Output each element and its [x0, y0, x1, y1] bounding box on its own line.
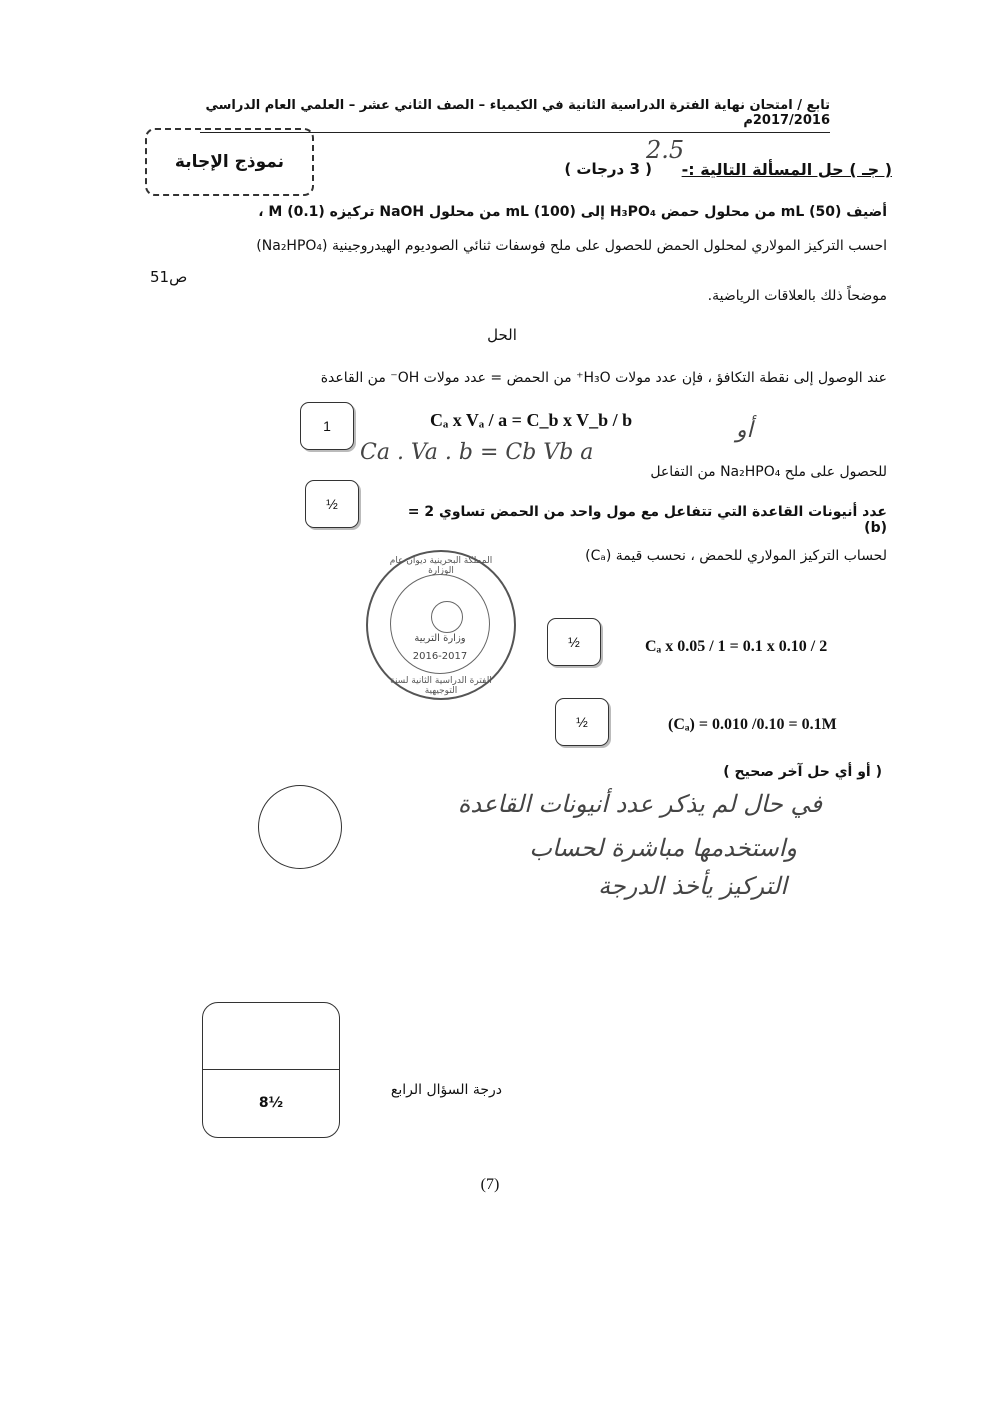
official-stamp [366, 550, 516, 700]
mark-value: 1 [323, 418, 331, 434]
stamp-bottom-text: الفترة الدراسية الثانية لسنة التوجيهية [390, 676, 492, 696]
handwritten-note-line-3: التركيز يأخذ الدرجة [598, 872, 787, 900]
solution-step-2: للحصول على ملح Na₂HPO₄ من التفاعل [650, 464, 887, 480]
question-marks: ( 3 درجات ) [564, 160, 652, 178]
equation-1: Cₐ x Vₐ / a = C_b x V_b / b [430, 410, 633, 430]
stamp-ministry: وزارة التربية [414, 633, 466, 644]
equation-2: Cₐ x 0.05 / 1 = 0.1 x 0.10 / 2 [645, 638, 828, 655]
solution-step-3: عدد أنيونات القاعدة التي تتفاعل مع مول واحد من الحمض تساوي 2 = (b) [407, 504, 887, 536]
handwritten-note-line-1: في حال لم يذكر عدد أنيونات القاعدة [457, 790, 822, 818]
exam-header: تابع / امتحان نهاية الفترة الدراسية الثانية في الكيمياء – الصف الثاني عشر – العلمي العام الدراسي 2017/2016م [200, 98, 830, 133]
emblem-icon [431, 601, 463, 633]
score-value: 8½ [258, 1095, 284, 1111]
page-number: (7) [480, 1176, 500, 1193]
handwritten-note-line-2: واستخدمها مباشرة لحساب [529, 834, 797, 862]
stamp-year: 2016-2017 [412, 651, 468, 662]
mark-value: ½ [568, 634, 580, 650]
equation-3: (Cₐ) = 0.010 /0.10 = 0.1M [668, 716, 837, 733]
solution-step-4: لحساب التركيز المولاري للحمض ، نحسب قيمة (Cₐ) [585, 548, 887, 564]
mark-box-step3 [305, 480, 359, 528]
model-answer-label: نموذج الإجابة [145, 128, 314, 196]
solution-step-1: عند الوصول إلى نقطة التكافؤ ، فإن عدد مولات H₃O⁺ من الحمض = عدد مولات OH⁻ من القاعدة [320, 370, 887, 386]
handwritten-or: أو [736, 418, 753, 443]
stamp-top-text: المملكة البحرينية ديوان عام الوزارة [389, 556, 493, 576]
mark-box-eq2 [547, 618, 601, 666]
solution-heading: الحل [487, 326, 517, 344]
question-line-2: احسب التركيز المولاري لمحلول الحمض للحصول على ملح فوسفات ثنائي الصوديوم الهيدروجينية (Na₂HPO₄) [256, 238, 887, 254]
mark-box-eq1 [300, 402, 354, 450]
question-line-3: موضحاً ذلك بالعلاقات الرياضية. [707, 288, 887, 304]
page-reference: ص51 [150, 268, 188, 286]
handwritten-equation: Ca . Va . b = Cb Vb a [360, 440, 594, 465]
score-label: درجة السؤال الرابع [390, 1082, 502, 1098]
handwritten-mark: 2.5 [646, 136, 685, 164]
grading-circle [258, 785, 342, 869]
question-title: ( جـ ) حل المسألة التالية :- [681, 160, 892, 179]
score-divider [203, 1069, 339, 1070]
mark-box-eq3 [555, 698, 609, 746]
question-score-box [202, 1002, 340, 1138]
mark-value: ½ [326, 496, 338, 512]
mark-value: ½ [576, 714, 588, 730]
question-line-1: أضيف mL (50) من محلول حمض H₃PO₄ إلى mL (100) من محلول NaOH تركيزه M (0.1) ، [258, 204, 887, 220]
alternative-solution-note: ( أو أي حل آخر صحيح ) [723, 764, 882, 780]
